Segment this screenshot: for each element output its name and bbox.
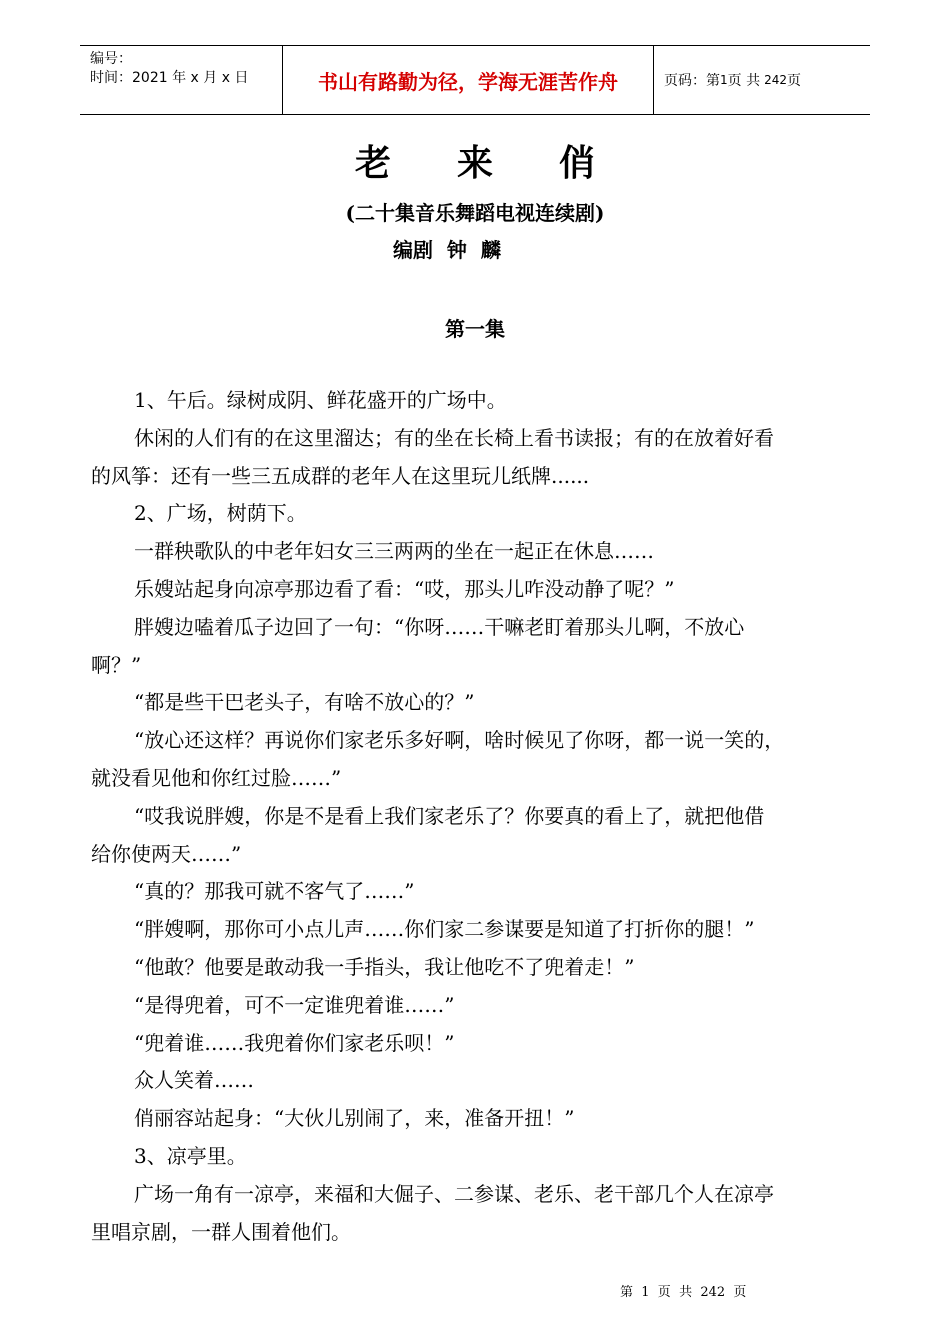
page-current: 1 [720, 73, 728, 87]
paragraph-line: 广场一角有一凉亭，来福和大倔子、二参谋、老乐、老干部几个人在凉亭 [134, 1181, 774, 1206]
paragraph-line: 1、午后。绿树成阴、鲜花盛开的广场中。 [134, 388, 507, 412]
paragraph-line: 里唱京剧，一群人围着他们。 [91, 1219, 351, 1244]
paragraph-line: 一群秧歌队的中老年妇女三三两两的坐在一起正在休息…… [134, 539, 654, 564]
number-label: 编号： [90, 51, 132, 67]
page-title [0, 135, 950, 186]
page-footer: 第 1 页 共 242 页 [620, 1285, 747, 1300]
paragraph-line: “是得兜着，可不一定谁兜着谁……” [134, 992, 455, 1017]
paragraph-line: 众人笑着…… [134, 1068, 254, 1093]
page-total: 242 [764, 73, 787, 87]
paragraph-line: “都是些干巴老头子，有啥不放心的？” [134, 690, 475, 715]
title-char: 来 [456, 142, 493, 184]
page-suffix: 页 [787, 73, 801, 89]
paragraph-line: “真的？那我可就不客气了……” [134, 879, 415, 904]
header-page-info [654, 46, 870, 114]
paragraph-line: 给你使两天……” [91, 841, 242, 866]
paragraph-line: 乐嫂站起身向凉亭那边看了看：“哎，那头儿咋没动静了呢？” [134, 576, 675, 601]
script-body [91, 384, 871, 1253]
paragraph-line: 胖嫂边嗑着瓜子边回了一句：“你呀……干嘛老盯着那头儿啊，不放心 [134, 614, 745, 639]
paragraph-line: 2、广场，树荫下。 [134, 501, 307, 526]
paragraph-line: “哎我说胖嫂，你是不是看上我们家老乐了？你要真的看上了，就把他借 [134, 803, 765, 828]
paragraph-line: “放心还这样？再说你们家老乐多好啊，啥时候见了你呀，都一说一笑的， [134, 728, 785, 753]
paragraph-line: “兜着谁……我兜着你们家老乐呗！” [134, 1030, 455, 1055]
paragraph-line: “胖嫂啊，那你可小点儿声……你们家二参谋要是知道了打折你的腿！” [134, 917, 755, 942]
page-prefix: 页码：第 [664, 73, 720, 89]
header-motto: 书山有路勤为径，学海无涯苦作舟 [282, 46, 654, 114]
paragraph-line: 俏丽容站起身：“大伙儿别闹了，来，准备开扭！” [134, 1106, 575, 1131]
date-label: 时间：2021 年 x 月 x 日 [90, 70, 249, 86]
header-table [80, 45, 870, 115]
paragraph-line: 的风筝：还有一些三五成群的老年人在这里玩儿纸牌...... [91, 463, 590, 488]
paragraph-line: 休闲的人们有的在这里溜达；有的坐在长椅上看书读报；有的在放着好看 [134, 425, 774, 450]
header-meta [80, 46, 282, 114]
paragraph-line: 就没看见他和你红过脸……” [91, 765, 342, 790]
title-char: 老 [354, 142, 391, 184]
paragraph-line: 3、凉亭里。 [134, 1143, 247, 1168]
subtitle: (二十集音乐舞蹈电视连续剧) [345, 201, 605, 225]
author-line: 编剧 钟 麟 [393, 238, 501, 262]
paragraph-line: 啊？” [91, 652, 142, 677]
paragraph-line: “他敢？他要是敢动我一手指头，我让他吃不了兜着走！” [134, 954, 635, 979]
episode-heading: 第一集 [445, 317, 505, 341]
title-char: 俏 [559, 142, 596, 184]
page-mid: 页 共 [727, 73, 761, 89]
